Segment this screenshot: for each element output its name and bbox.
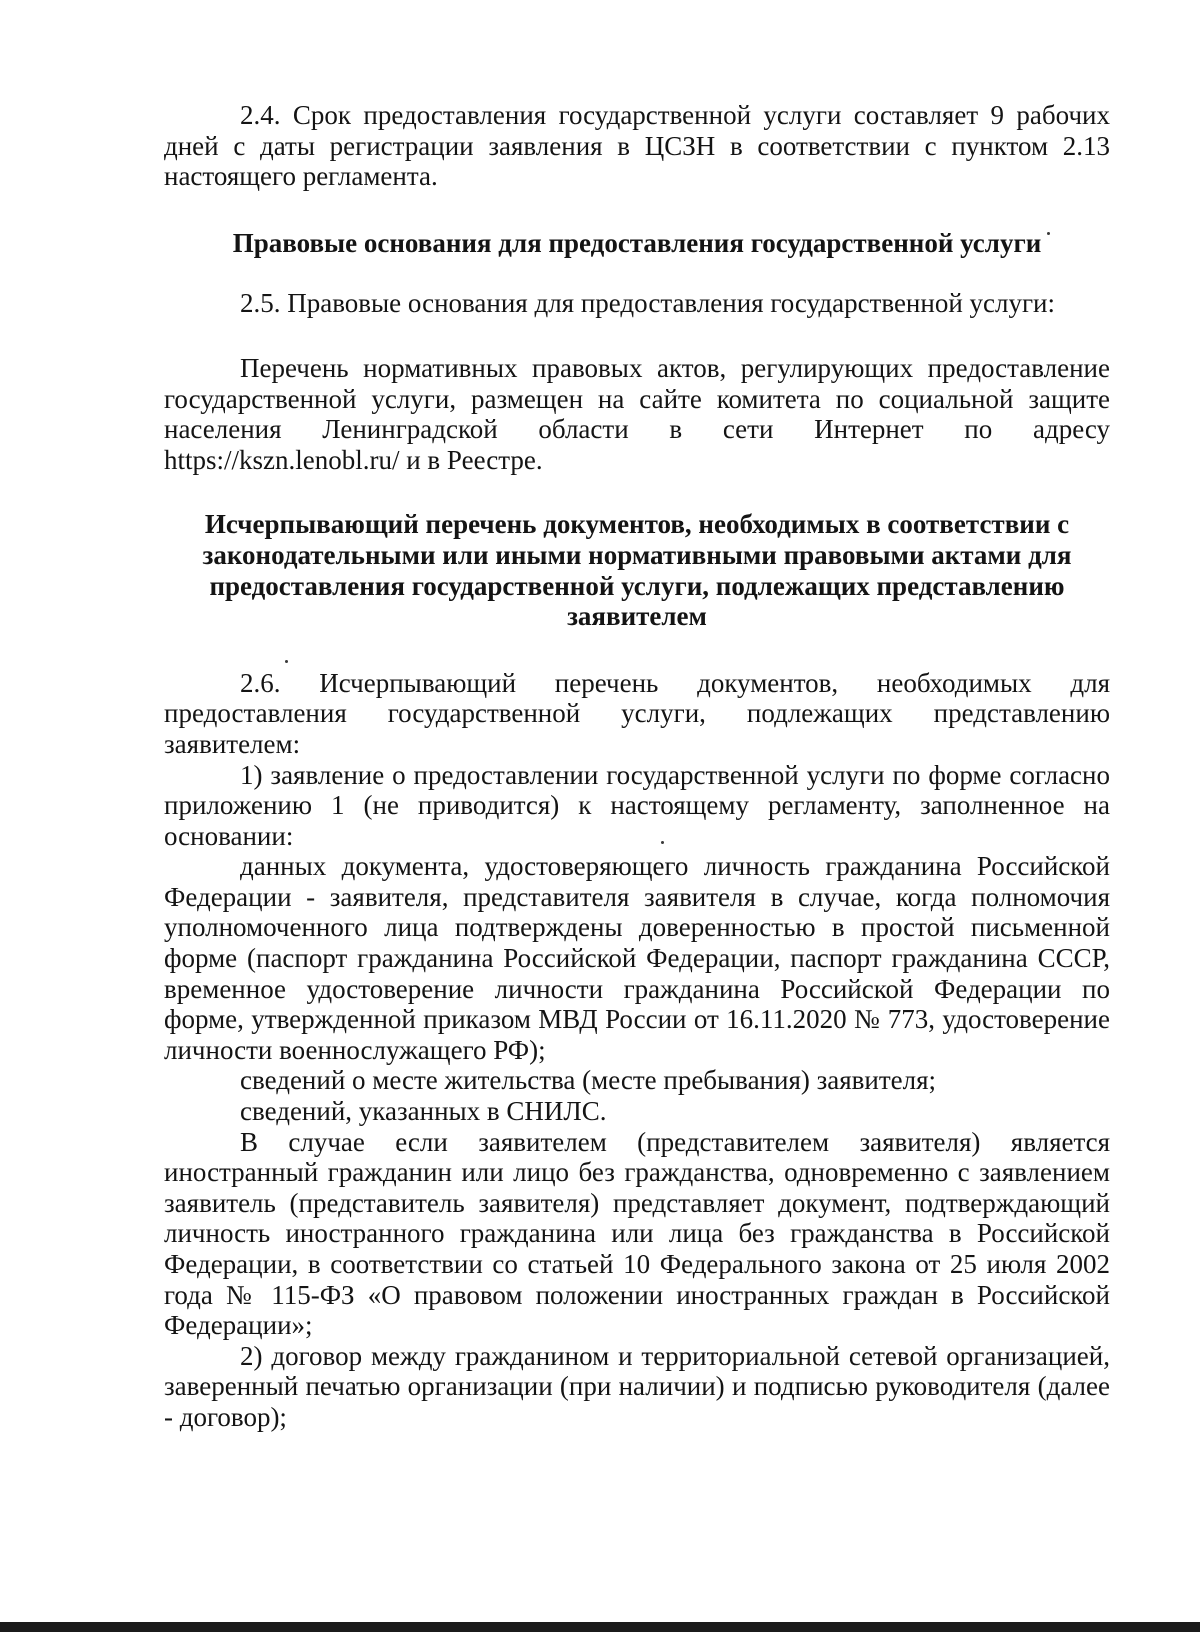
scan-bottom-edge — [0, 1622, 1200, 1632]
scan-speck — [285, 660, 288, 663]
paragraph-2-4: 2.4. Срок предоставления государственной услуги составляет 9 рабочих дней с даты регистрации заявления в ЦСЗН в соответствии с пунктом 2.13 настоящего регламента. — [164, 100, 1110, 192]
scan-speck — [661, 841, 664, 844]
list-item-1-foreign-citizen: В случае если заявителем (представителем заявителя) является иностранный гражданин или лицо без гражданства, одновременно с заявлением заявитель (представитель заявителя) представляет документ, подтверждающий личность иностранного гражданина или лица без гражданства в Российской Федерации, в соответствии со статьей 10 Федерального закона от 25 июля 2002 года № 115-ФЗ «О правовом положении иностранных граждан в Российской Федерации»; — [164, 1126, 1110, 1341]
list-item-1-identity: данных документа, удостоверяющего личность гражданина Российской Федерации - заявителя, представителя заявителя в случае, когда полномочия уполномоченного лица подтверждены доверенностью в простой письменной форме (паспорт гражданина Российской Федерации, паспорт гражданина СССР, временное удостоверение личности гражданина Российской Федерации по форме, утвержденной приказом МВД России от 16.11.2020 № 773, удостоверение личности военнослужащего РФ); — [164, 851, 1110, 1065]
heading-required-documents: Исчерпывающий перечень документов, необходимых в соответствии с законодательными или иными нормативными правовыми актами для предоставления государственной услуги, подлежащих представлению заявителем — [202, 509, 1072, 632]
paragraph-2-6: 2.6. Исчерпывающий перечень документов, необходимых для предоставления государственной услуги, подлежащих представлению заявителем: — [164, 667, 1110, 759]
heading-legal-grounds: Правовые основания для предоставления государственной услуги — [232, 227, 1042, 258]
document-body — [164, 100, 1110, 1433]
list-item-1-snils: сведений, указанных в СНИЛС. — [240, 1096, 607, 1127]
list-item-1: 1) заявление о предоставлении государственной услуги по форме согласно приложению 1 (не приводится) к настоящему регламенту, заполненное на основании: — [164, 759, 1110, 851]
scan-speck — [1047, 232, 1050, 235]
paragraph-2-5: 2.5. Правовые основания для предоставления государственной услуги: — [240, 288, 1056, 319]
paragraph-legal-acts-list: Перечень нормативных правовых актов, регулирующих предоставление государственной услуги, размещен на сайте комитета по социальной защите населения Ленинградской области в сети Интернет по адресу https://kszn.lenobl.ru/ и в Реестре. — [164, 352, 1110, 475]
list-item-1-residence: сведений о месте жительства (месте пребывания) заявителя; — [240, 1065, 937, 1096]
list-item-2: 2) договор между гражданином и территориальной сетевой организацией, заверенный печатью организации (при наличии) и подписью руководителя (далее - договор); — [164, 1340, 1110, 1432]
